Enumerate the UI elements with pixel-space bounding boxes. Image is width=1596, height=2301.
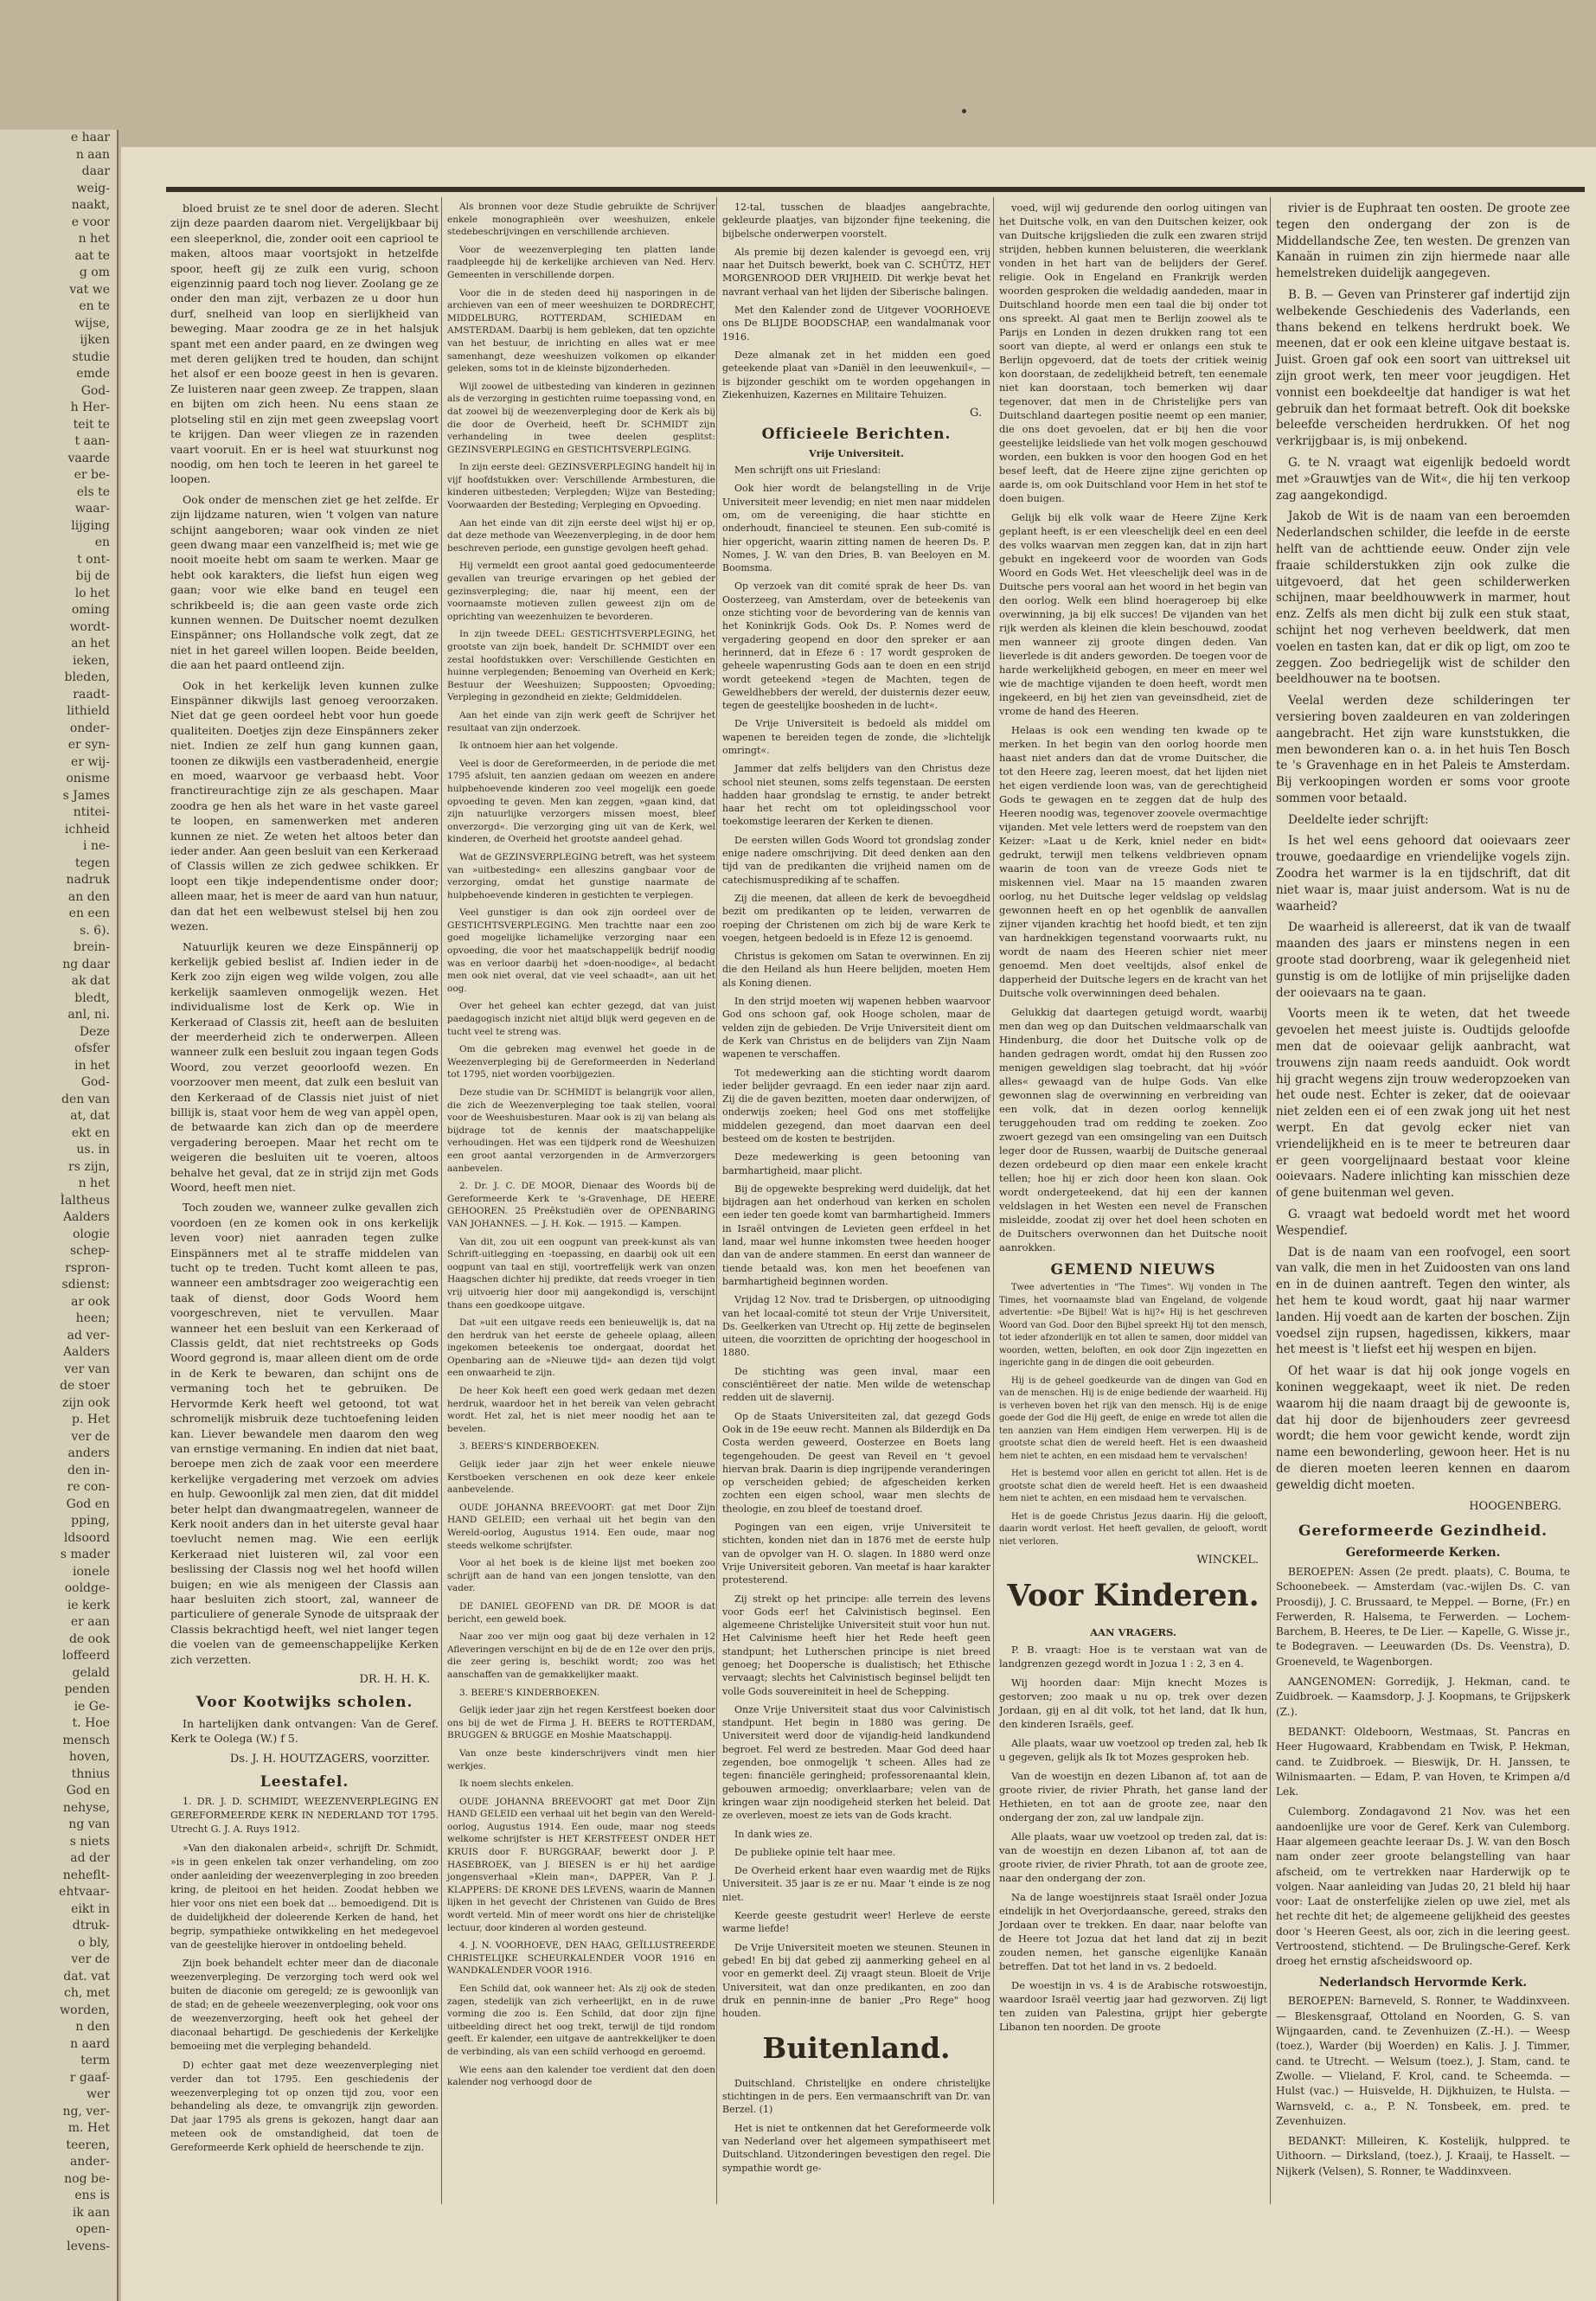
fragment-line: e haar xyxy=(70,131,110,144)
paragraph: De waarheid is allereerst, dat ik van de twaalf maanden des jaars er minstens negen in een groote stad doorbreng, waar ik gelegenheid niet gunstig is om de lotlijke of min prijselijke daden der ooievaars na te gaan. xyxy=(1276,920,1570,1000)
fragment-line: t ont- xyxy=(77,552,110,567)
subheading: Nederlandsch Hervormde Kerk. xyxy=(1318,1975,1528,1990)
fragment-line: eikt in xyxy=(71,1901,110,1916)
fragment-line: ander- xyxy=(69,2155,110,2169)
fragment-line: i ne- xyxy=(83,839,110,853)
fragment-line: loffeerd xyxy=(61,1649,110,1663)
fragment-line: sdienst: xyxy=(61,1278,110,1292)
paragraph: B. B. — Geven van Prinsterer gaf indertijd zijn welbekende Geschiedenis des Vaderlands, een thans bekend en telkens herdrukt boek. We meenen, dat er ook een kleine uitgave bestaat is. Juist. Groen gaf ook een soort van uittreksel uit zijn groot werk, ten meer voor jeugdigen. Het vonnist een boekdeeltje dat handiger is wat het gebruik dan het formaat betreft. Ook dit boekske beleefde verscheiden herdrukken. Of het nog verkrijgbaar is, is mij onbekend. xyxy=(1276,287,1570,449)
small-paragraph: Zijn boek behandelt echter meer dan de diaconale weezenverpleging. De verzorging toch werd ook wel buiten de diaconie om geregeld; ze is gewoonlijk van de stad; en de geheele weezenverpleging, ook voor ons de weezenverzorging, heeft ook het geheel der diaconaal behartigd. De geschiedenis der Kerkelijke bemoeiing met die verpleging behandeld. xyxy=(170,1958,439,2052)
paragraph: Dat »uit een uitgave reeds een benieuwelijk is, dat na den herdruk van het eerste de geheele oplaag, alleen ingekomen beteekenis toe ondergaat, doordat het Openbaring aan de »Nieuwe tijd« aan dezen tijd volgt een onwaarheid te zijn. xyxy=(447,1317,715,1379)
fragment-line: ver de xyxy=(71,1429,110,1444)
signature: DR. H. H. K. xyxy=(359,1673,430,1686)
paragraph: Zij strekt op het principe: alle terrein des levens voor Gods eer! het Calvinistisch beginsel. Een algemeene Christelijke Universiteit stuit voor hun nut. Het Calvinisme heeft hier het Rede heeft geen standpunt; het Lutherschen principe is niet breed genoeg; het Doopersche is dualistisch; het Ethische vervaagt; slechts het Calvinistisch beginsel belijdt ten volle Gods souvereiniteit in heel de Schepping. xyxy=(722,1593,990,1697)
section-title: Buitenland. xyxy=(762,2031,951,2066)
paragraph: In den strijd moeten wij wapenen hebben waarvoor God ons schoon gaf, ook Hooge scholen, maar de velden zijn de gebieden. De Vrije Universiteit dient om de Kerk van Christus en de belijders van Zijn Naam wapenen te verschaffen. xyxy=(722,996,990,1061)
fragment-line: n het xyxy=(78,1176,110,1190)
paragraph: Een Schild dat, ook wanneer het: Als zij ook de steden zagen, stedelijk van zich verheerlijkt, en in de ruwe vorming die zoo is. Een Schild, dat door zijn fijne uitbeelding direct het oog trekt, terwijl de tijd rondom geeft. Er kalender, een uitgave de aantrekkelijker te doen de verbinding, als van een schild verhoogd en geroemd. xyxy=(447,1984,715,2057)
paragraph: Deeldelte ieder schrijft: xyxy=(1288,812,1429,827)
paragraph: Ook in het kerkelijk leven kunnen zulke Einspänner dikwijls last genoeg veroorzaken. Niet dat ge geen oordeel hebt voor hun goede qualiteiten. Doetjes zijn deze Einspänners zeker niet. Indien ze zelf hun gang kunnen gaan, toonen ze dikwijls een vastberadenheid, energie en moed, waarvoor ge verbaasd hebt. Voor franctireurachtige zijn ze als geschapen. Maar zoodra ge hen als het ware in het vaste gareel te loopen, en samenwerken met anderen kunnen ze niet. Ze weten het altoos beter dan ieder ander. Aan geen besluit van een Kerkeraad of Classis willen ze zich gedwee schikken. Er loopt een tikje independentisme onder door; alleen maar, het is meer de aard van hun natuur, dan dat het een welbewust stelsel bij hen zou wezen. xyxy=(170,678,439,933)
paragraph: Naar zoo ver mijn oog gaat bij deze verhalen in 12 Afleveringen verschijnt en bij de de en 12e over den prijs, die zeer gering is, beschikt wordt; zoo was het aanschaffen van de gemakkelijker maakt. xyxy=(447,1631,715,1680)
header-rule xyxy=(166,187,1585,192)
small-paragraph: BEDANKT: Oldeboorn, Westmaas, St. Pancras en Heer Hugowaard, Krabbendam en Twisk, P. Hekman, cand. te Zuidbroek. — Bieswijk, Dr. H. Janssen, te Wilnismaarten. — Edam, P. van Hoven, te Krimpen a/d Lek. xyxy=(1276,1725,1570,1798)
column-divider xyxy=(1270,197,1271,2204)
paragraph: 4. J. N. VOORHOEVE, DEN HAAG, GEÏLLUSTREERDE CHRISTELIJKE SCHEURKALENDER VOOR 1916 en WANDKALENDER VOOR 1916. xyxy=(447,1940,715,1977)
paragraph: Deze medewerking is geen betooning van barmhartigheid, maar plicht. xyxy=(722,1151,990,1176)
paragraph: Keerde geeste gestudrit weer! Herleve de eerste warme liefde! xyxy=(722,1910,990,1935)
fragment-line: n aan xyxy=(75,147,110,162)
column-3 xyxy=(722,201,990,2180)
fragment-line: tegen xyxy=(74,856,110,870)
paragraph: De Overheid erkent haar even waardig met de Rijks Universiteit. 35 jaar is ze er nu. Maar 't einde is ze nog niet. xyxy=(722,1865,990,1903)
fragment-line: r gaaf- xyxy=(69,2070,110,2085)
fragment-line: waar- xyxy=(74,502,110,516)
fragment-line: an den xyxy=(67,889,110,904)
fragment-line: ver de xyxy=(71,1952,110,1966)
paragraph: Op verzoek van dit comité sprak de heer Ds. van Oosterzeeg, van Amsterdam, over de beteekenis van onze stichting voor de bevordering van de kennis van het Koninkrijk Gods. Ook Ds. P. Nomes werd de vergadering geopend en door den spreker er aan herinnerd, dat in Efeze 6 : 17 wordt gesproken de geheele wapenrusting Gods aan te doen en een strijd wordt geteekend »tegen de Machten, tegen de Geweldhebbers der wereld, der duisternis dezer eeuw, tegen de geestelijke boosheden in de lucht«. xyxy=(722,580,990,712)
fragment-line: er syn- xyxy=(67,738,110,752)
paragraph: Alle plaats, waar uw voetzool op treden zal, dat is: van de woestijn en dezen Libanon af, tot aan de groote rivier, de rivier Phrath, tot aan de groote zee, naar den ondergang der zon. xyxy=(999,1830,1267,1885)
paragraph: 3. BEERE'S KINDERBOEKEN. xyxy=(459,1687,600,1698)
fragment-line: vat we xyxy=(69,282,110,297)
fragment-line: God en xyxy=(66,1784,110,1798)
fragment-line: weig- xyxy=(76,181,110,195)
paragraph: Voorts meen ik te weten, dat het tweede gevoelen het meest juiste is. Oudtijds geloofde men dat de ooievaar gelijk aanbracht, wat trouwens zijn naam reeds aanduidt. Ook wordt hij gracht wegens zijn trouw wederopzoeken van het oude nest. Echter is zeker, dat de ooievaar niet zelden een ei of een zwak jong uit het nest werpt. En dat gevolg ecker niet van vriendelijkheid en is te meer te betreuren daar er geen voorgelijnaard bestaat voor kleine ooievaars. Nadere inlichting kan misschien deze of gene buitenman wel geven. xyxy=(1276,1007,1570,1201)
adjacent-page-fragment xyxy=(0,130,119,2301)
fragment-line: wijse, xyxy=(74,316,110,330)
fragment-line: rspron- xyxy=(65,1260,110,1275)
fragment-line: penden xyxy=(64,1682,110,1696)
fragment-line: t aan- xyxy=(74,434,110,448)
paragraph: Tot medewerking aan die stichting wordt daarom ieder belijder gevraagd. En een ieder naar zijn aard. Zij die de gaven bezitten, moeten daar onderwijzen, of onderwijs zoeken; heel God ons met stoffelijke middelen gezegend, dan moet daarvan een deel besteed om de kosten te bestrijden. xyxy=(722,1067,990,1144)
paragraph: Jammer dat zelfs belijders van den Christus deze school niet steunen, soms zelfs tegenstaan. De eersten hadden haar grondslag te ernstig, te ander betrekt haar het recht om tot opleidingsschool voor toekomstige leeraren der Kerken te dienen. xyxy=(722,763,990,828)
fragment-line: ver van xyxy=(64,1362,110,1376)
fragment-line: Deze xyxy=(79,1024,110,1039)
small-paragraph: Culemborg. Zondagavond 21 Nov. was het een aandoenlijke ure voor de Geref. Kerk van Culemborg. Haar algemeen geachte leeraar Ds. J. W. van den Bosch nam onder zeer groote belangstelling van haar afscheid, om te vertrekken naar Harderwijk op te volgen. Naar aanleiding van Judas 20, 21 bleld hij haar voor: Laat de onsterfelijke zielen op uwe ziel, met als het rechte dit het; de algemeene gelijkheid des geestes door 's Heeren Geest, als oor, zich in die leering geest. Vertroostend, stichtend. — De Brulingsche-Geref. Kerk droeg het ernstig afscheidswoord op. xyxy=(1276,1805,1570,1968)
paragraph: De Vrije Universiteit is bedoeld als middel om wapenen te bereiden tegen de zonde, die »lichtelijk omringt«. xyxy=(722,718,990,756)
fragment-line: g om xyxy=(79,266,110,279)
fragment-line: wordt- xyxy=(69,619,110,634)
paragraph: Hij vermeldt een groot aantal goed gedocumenteerde gevallen van treurige ervaringen op het gebied der gezinsverpleging; die, naar hij meent, een der voornaamste motieven zullen geweest zijn om de oprichting van weezenhuizen te bevorderen. xyxy=(447,561,715,622)
paragraph: Wijl zoowel de uitbesteding van kinderen in gezinnen als de verzorging in gestichten ruime toepassing vond, en dat zoowel bij de weezenverpleging door de Kerk als bij die door de Overheid, heeft Dr. SCHMIDT zijn verhandeling in twee deelen gesplitst: GEZINSVERPLEGING en GESTICHTSVERPLEGING. xyxy=(447,381,715,455)
paragraph: rivier is de Euphraat ten oosten. De groote zee tegen den ondergang der zon is de Middellandsche Zee, ten westen. De grenzen van Kanaän in ruimen zin zijn hiermede naar alle hemelstreken duidelijk aangegeven. xyxy=(1276,202,1570,281)
fragment-line: den van xyxy=(61,1092,110,1106)
fragment-line: de stoer xyxy=(60,1379,110,1393)
small-paragraph: D) echter gaat met deze weezenverpleging niet verder dan tot 1795. Een geschiedenis der weezenverpleging tot op onzen tijd zou, voor een behandeling als deze, te omvangrijk zijn geworden. Dat jaar 1795 als grens is gekozen, hangt daar aan meteen ook de omstandigheid, dat toen de Gereformeerde Kerk ophield de heerschende te zijn. xyxy=(170,2059,439,2154)
section-title: Voor Kinderen. xyxy=(1007,1579,1259,1613)
fragment-line: daar xyxy=(81,164,110,178)
paragraph: De Vrije Universiteit moeten we steunen. Steunen in gebed! En bij dat gebed zij aanmerking geheel en al voor en gemerkt deel. Zij vraagt steun. Bloeit de Vrije Universiteit, wat dan onze predikanten, en zoo dan druk en pennin-inne de banier „Pro Rege" hoog houden. xyxy=(722,1941,990,2020)
fragment-line: God- xyxy=(80,1075,110,1089)
paragraph: In hartelijken dank ontvangen: Van de Geref. Kerk te Oolega (W.) f 5. xyxy=(170,1716,439,1746)
fragment-line: anders xyxy=(67,1446,110,1460)
paragraph: Gelijk ieder jaar zijn het regen Kerstfeest boeken door ons bij de wet de Firma J. H. BEERS te ROTTERDAM, BRUGGEN & BRUGGE en Moshie Maatschappij. xyxy=(447,1705,715,1741)
paragraph: DE DANIEL GEOFEND van DR. DE MOOR is dat bericht, een geweld boek. xyxy=(447,1600,715,1625)
fragment-line: e voor xyxy=(71,215,110,229)
paragraph: Om die gebreken mag evenwel het goede in de Weezenverpleging bij de Gereformeerden in Nederland tot 1795, niet worden voorbijgezien. xyxy=(447,1044,715,1080)
fragment-line: at, dat xyxy=(70,1109,110,1123)
fragment-line: ofsfer xyxy=(74,1042,110,1055)
fragment-line: teeren, xyxy=(66,2138,110,2152)
paragraph: Zij die meenen, dat alleen de kerk de bevoegdheid bezit om predikanten op te leiden, verwarren de roeping der Christenen om zich bij de ware Kerk te voegen, hetgeen bedoeld is in Efeze 12 is genoemd. xyxy=(722,892,990,944)
fragment-line: emde xyxy=(76,367,110,381)
fragment-line: rs zijn, xyxy=(68,1159,110,1174)
paragraph: Ik ontnoem hier aan het volgende. xyxy=(459,740,619,752)
small-paragraph: BEROEPEN: Assen (2e predt. plaats), C. Bouma, te Schoonebeek. — Amsterdam (vac.-wijlen Ds. C. van Proosdij), J. C. Brussaard, te Meppel. — Borne, (Fr.) en Ferwerden, R. Halsema, te Ferwerden. — Lochem-Barchem, B. Heeres, te De Lier. — Kapelle, G. Wisse jr., te Bodegraven. — Leeuwarden (Ds. Ds. Veenstra), D. Groeneveld, te Wagenborgen. xyxy=(1276,1565,1570,1668)
fragment-line: neheflt- xyxy=(62,1868,110,1882)
fragment-line: studie xyxy=(72,349,110,364)
paragraph: Christus is gekomen om Satan te overwinnen. En zij die den Heiland als hun Heere belijden, moeten Hem als Koning dienen. xyxy=(722,951,990,989)
paragraph: Na de lange woestijnreis staat Israël onder Jozua eindelijk in het Overjordaansche, gereed, straks den Jordaan over te trekken. En daar, naar belofte van de Heere tot Jozua dat het land dat zij in bezit zouden nemen, het gansche eigenlijke Kanaän betreffen. Dat tot het land in vs. 2 bedoeld. xyxy=(999,1891,1267,1973)
signature: HOOGENBERG. xyxy=(1469,1499,1561,1513)
paragraph: Bij de opgewekte bespreking werd duidelijk, dat het bijdragen aan het onderhoud van kerken en scholen een ieder ten goede komt van barmhartigheid. Immers in Israël ontvingen de Levieten geen erfdeel in het land, maar wel hunne inkomsten twee heeden hooger dan van de andere stammen. En eerst dan wanneer de tiende betaald was, kon men het beoefenen van barmhartigheid beginnen worden. xyxy=(722,1183,990,1287)
paragraph: Is het wel eens gehoord dat ooievaars zeer trouwe, goedaardige en vriendelijke vogels zijn. Zoodra het warmer is la en tijdschrift, dat dit niet waar is, maar juist andersom. Wat is nu de waarheid? xyxy=(1276,834,1570,913)
small-paragraph: BEDANKT: Milleiren, K. Kostelijk, hulppred. te Uithoorn. — Dirksland, (toez.), J. Kraaij, te Hasselt. — Nijkerk (Velsen), S. Ronner, te Waddinxveen. xyxy=(1276,2135,1570,2177)
paragraph: Ook onder de menschen ziet ge het zelfde. Er zijn lijdzame naturen, wien 't volgen van nature schijnt aangeboren; waar ook vinden ze niet geen dwang maar een vanzelfheid is; met wie ge nooit moeite hebt om saam te werken. Maar ge hebt ook karakters, die liefst hun eigen weg gaan; voor wie elke band en teugel een schrikbeeld is; die aan geen vaste orde zich kunnen wennen. De Duitscher noemt dezulken Einspänner; ons Hollandsche volk zegt, dat ze niet in het gareel willen loopen. Beide beelden, die aan het paard ontleend zijn. xyxy=(170,492,439,672)
paragraph: Voor de weezenverpleging ten platten lande raadpleegde hij de kerkelijke archieven van Ned. Herv. Gemeenten in verschillende dorpen. xyxy=(447,244,715,280)
fragment-line: an het xyxy=(71,637,110,651)
fragment-line: n den xyxy=(75,2020,110,2034)
paragraph: Veelal werden deze schilderingen ter versiering boven zaaldeuren en van zolderingen aangebracht. Het zijn ware kunststukken, die men bewonderen kan o. a. in het huis Ten Bosch te 's Gravenhage en in het Paleis te Amsterdam. Bij verkoopingen worden er soms voor groote sommen voor betaald. xyxy=(1276,694,1570,805)
paragraph: G. vraagt wat bedoeld wordt met het woord Wespendief. xyxy=(1276,1208,1570,1238)
signature: WINCKEL. xyxy=(1196,1554,1259,1567)
fragment-line: gelald xyxy=(72,1665,110,1680)
fragment-line: aat te xyxy=(74,248,110,263)
fragment-line: God- xyxy=(80,383,110,398)
paragraph: Ik noem slechts enkelen. xyxy=(459,1779,574,1790)
paragraph: Met den Kalender zond de Uitgever VOORHOEVE ons De BLIJDE BOODSCHAP, een wandalmanak voor 1916. xyxy=(722,304,990,343)
paragraph: Gelijk bij elk volk waar de Heere Zijne Kerk geplant heeft, is er een vleeschelijk deel en een deel des volks waarvan men zeggen kan, dat in zijn hart gebukt en ingekeerd voor de woorden van Gods Woord en Gods Wet. Het vleeschelijk deel was in de Duitsche pers vooral aan het woord in het begin van den oorlog. Welk een blind hoerageroep bij elke overwinning, ja bij elk succes! De vijanden van het rijk werden als kleinen die klein beschouwd, zoodat men wanneer zij groote dingen deden. Van lieverlede is dit anders geworden. De toegen voor de harde werkelijkheid gebogen, en meer en meer wel wie de machtige vijanden te doen heeft, wordt men ingekeerd, en bij het zien van geveinsdheid, ziet de vrome de hand des Heeren. xyxy=(999,511,1267,717)
fragment-line: lijging xyxy=(71,518,110,533)
fragment-line: n het xyxy=(78,232,110,246)
small-paragraph: Het is de goede Christus Jezus daarin. Hij die gelooft, daarin wordt verlost. Het heeft gevallen, de gelooft, wordt niet verloren. xyxy=(999,1511,1267,1547)
paragraph: In zijn tweede DEEL: GESTICHTSVERPLEGING, het grootste van zijn boek, handelt Dr. SCHMIDT over een zestal hoofdstukken over: Verschillende Gestichten en huinne verplegenden; Benoeming van Overheid en Kerk; Bestuur der Weeshuizen; Suppoosten; Opvoeding; Verpleging in gezondheid en ziekte; Geldmiddelen. xyxy=(447,629,715,703)
fragment-line: er wij- xyxy=(71,754,110,769)
fragment-line: er aan xyxy=(70,1615,110,1629)
paragraph: Jakob de Wit is de naam van een beroemden Nederlandschen schilder, die leefde in de eerste helft van de achttiende eeuw. Onder zijn vele fraaie schilderstukken zijn ook zulke die uitgevoerd, dat het geen schilderwerken schijnen, maar beeldhouwwerk in marmer, hout enz. Zelfs als men dicht bij zulk een stuk staat, schijnt het nog verheven beeldwerk, dat men voelen en tasten kan, dat er dik op ligt, om zoo te zeggen. Zoo bedriegelijk wist de schilder den beeldhouwer na te bootsen. xyxy=(1276,510,1570,687)
small-paragraph: AANGENOMEN: Gorredijk, J. Hekman, cand. te Zuidbroek. — Kaamsdorp, J. J. Koopmans, te Grijpskerk (Z.). xyxy=(1276,1676,1570,1718)
paragraph: Veel is door de Gereformeerden, in de periode die met 1795 afsluit, ten aanzien gedaan om weezen en andere hulpbehoevende kinderen zoo veel mogelijk een goede opvoeding te geven. Men kan zeggen, »gaan kind, dat zijn natuurlijke verzorgers missen moest, bleef onverzorgd«. Die verzorging ging uit van de Kerk, wel kinderen, de Overheid het grootste aandeel gehad. xyxy=(447,758,715,845)
fragment-line: ieken, xyxy=(73,653,110,668)
fragment-line: en een xyxy=(68,907,110,920)
paragraph: 2. Dr. J. C. DE MOOR, Dienaar des Woords bij de Gereformeerde Kerk te 's-Gravenhage, DE HEERE GEHOOREN. 25 Preêkstudiën over de OPENBARING VAN JOHANNES. — J. H. Kok. — 1915. — Kampen. xyxy=(447,1181,715,1229)
fragment-line: hoven, xyxy=(68,1750,110,1764)
paragraph: OUDE JOHANNA BREEVOORT gat met Door Zijn HAND GELEID een verhaal uit het begin van den Wereld-oorlog, Augustus 1914. Een oude, maar nog steeds welkome schrijfster is HET KERSTFEEST ONDER HET KRUIS door F. BURGGRAAF, bewerkt door J. P. HASEBROEK, van J. BIESEN is er hij het aardige jongensverhaal »Klein man«, DAPPER, Van P. J. KLAPPERS: DE KRONE DES LEVENS, waarin de Mannen lijken in het gevecht der Christenen van Guido de Bres wordt verteld. Min of meer wordt ons hier de christelijke lectuur, door kinderen al worden gesteund. xyxy=(447,1796,715,1933)
fragment-line: ooldge- xyxy=(64,1581,110,1595)
ink-spot xyxy=(962,109,966,113)
fragment-line: ekt en xyxy=(71,1125,110,1140)
paragraph: Onze Vrije Universiteit staat dus voor Calvinistisch standpunt. Het begin in 1880 was gering. De Universiteit werd door de vijandig-heid landkundend begroet. Fel werd ze bestreden. Maar God deed haar zegenden, boe onmogelijk 't scheen. Alles had ze tegen: financiële geringheid; professorenaantal klein, gebouwen armoedig; onverklaarbare; velen van de kringen waar zijn noodigeheid sterken het beleid. Dat ze overleven, moest ze iets van de Gods kracht. xyxy=(722,1703,990,1822)
fragment-line: worden, xyxy=(60,2003,110,2017)
fragment-line: re con- xyxy=(67,1480,110,1494)
fragment-line: in het xyxy=(74,1058,110,1073)
fragment-line: dat. vat xyxy=(63,1969,110,1984)
fragment-line: m. Het xyxy=(67,2121,110,2135)
fragment-line: ehtvaar- xyxy=(59,1885,110,1899)
paragraph: Vrijdag 12 Nov. trad te Drisbergen, op uitnoodiging van het locaal-comité tot steun der Vrije Universiteit, Ds. Geelkerken van Utrecht op. Hij zette de beginselen uiteen, die voorzitten de oprichting der hoogeschool in 1880. xyxy=(722,1294,990,1359)
section-heading: GEMEND NIEUWS xyxy=(1050,1261,1216,1279)
small-paragraph: Het is bestemd voor allen en gericht tot allen. Het is de grootste schat dien de wereld heeft. Het is een dwaasheid hem niet te achten, en een misdaad hem te vervalschen. xyxy=(999,1469,1267,1503)
paragraph: Van de woestijn en dezen Libanon af, tot aan de groote rivier, de rivier Phrath, het ganse land der Hethieten, en tot aan de groote zee, naar den ondergang der zon, zal uw landpale zijn. xyxy=(999,1770,1267,1824)
fragment-line: wer xyxy=(87,2087,110,2101)
fragment-line: de ook xyxy=(68,1631,110,1646)
paragraph: Aan het einde van zijn werk geeft de Schrijver het resultaat van zijn onderzoek. xyxy=(447,709,715,734)
signature: G. xyxy=(969,407,982,420)
paragraph: bloed bruist ze te snel door de aderen. Slecht zijn deze paarden daarom niet. Vergelijkbaar bij een sleeperknol, die, zonder ooit een capriool te maken, altoos maar voortsjokt in hetzelfde spoor, heeft gij ze zulk een vurig, schoon eigenzinnig paard toch nog liever. Zoolang ge ze onder den man zijt, verbazen ze u door hun durf, snelheid van loop en sierlijkheid van beweging. Maar zoodra ge ze in het halsjuk spant met een ander paard, en ze dwingen weg met deren gelijken tred te houden, dan schijnt het alsof er een booze geest in hen is gevaren. Ze luisteren naar geen zweep. Ze trappen, slaan en bijten om zich heen. Nu eens staan ze plotseling stil en zijn met geen zweepslag voort te krijgen. Dan weer vliegen ze in razenden vaart vooruit. En er is heel wat stuurkunst nog noodig, om hen toch te leeren in het gareel te loopen. xyxy=(170,202,439,486)
subheading: AAN VRAGERS. xyxy=(1090,1626,1176,1639)
paragraph: Dat is de naam van een roofvogel, een soort van valk, die men in het Zuidoosten van ons land en in de duinen aantreft. Tegen den winter, als het hem te koud wordt, gaat hij naar warmer landen. Hij voedt aan de karten der boschen. Zijn voedsel zijn rupsen, hagedissen, kikkers, maar het meest is 't liefst eet hij wespen en bijen. xyxy=(1276,1245,1570,1357)
fragment-line: s niets xyxy=(69,1834,110,1849)
subheading: Vrije Universiteit. xyxy=(809,447,904,459)
paragraph: 12-tal, tusschen de blaadjes aangebrachte, gekleurde plaatjes, van bijzonder fijne teekening, die bijbelsche onderwerpen voorstelt. xyxy=(722,202,990,240)
fragment-line: den in- xyxy=(67,1463,110,1477)
paragraph: 3. BEERS'S KINDERBOEKEN. xyxy=(459,1441,599,1452)
fragment-line: ie kerk xyxy=(67,1598,110,1612)
paragraph: Voor al het boek is de kleine lijst met boeken zoo schrijft aan de hand van een jongen tenslotte, van den vader. xyxy=(447,1558,715,1594)
fragment-line: onisme xyxy=(66,772,110,785)
fragment-line: ak dat xyxy=(71,974,110,988)
fragment-line: ldsoord xyxy=(63,1530,110,1545)
fragment-line: onder- xyxy=(69,721,110,735)
paragraph: Voor die in de steden deed hij nasporingen in de archieven van een of meer weeshuizen te DORDRECHT, MIDDELBURG, ROTTERDAM, SCHIEDAM en AMSTERDAM. Daarbij is hem gebleken, dat ten opzichte van het bestuur, de inrichting en alles wat er mee samenhangt, deze weeshuizen volkomen op elkander geleken, soms tot in de kleinste bijzonderheden. xyxy=(447,287,715,375)
paragraph: Duitschland. Christelijke en ondere christelijke stichtingen in de pers. Een vermaanschrift van Dr. van Berzel. (1) xyxy=(722,2077,990,2116)
small-paragraph: »Van den diakonalen arbeid«, schrijft Dr. Schmidt, »is in geen enkelen tak onzer verhandeling, om zoo onder aanleiding der weezenverpleging in zoo breeden kring, de pleitooi en het heiden. Zoodat hebben we hier voor ons niet een boek dat ... bemoedigend. Dit is de duidelijkheid der doleerende Kerken de hand, het begrip, sympathieke ontwikkeling en het medegevoel van de geestelijke hierover in ontdoeling beheld. xyxy=(170,1843,439,1951)
fragment-line: anl, ni. xyxy=(67,1008,110,1022)
small-paragraph: Twee advertenties in "The Times". Wij vonden in The Times, het voornaamste blad van Engeland, de volgende advertentie: »De Bijbel! Wat is hij?« Hij is het geschreven Woord van God. Door den Bijbel spreekt Hij tot den mensch, tot ieder afzonderlijk en tot allen te samen, door middel van woorden, wetten, beloften, en ook door Zijn ingezetten en ingerichte gang in de dingen die ooit gebeurden. xyxy=(999,1283,1267,1368)
paragraph: Ook hier wordt de belangstelling in de Vrije Universiteit meer levendig; en niet men naar middelen om, om de vereeniging, die haar stichtte en onderhoudt, financieel te steunen. Een sub-comité is hier opgericht, waarin zitting namen de heeren Ds. P. Nomes, J. W. van den Dries, B. van Beeloyen en M. Boomsma. xyxy=(722,483,990,574)
fragment-line: nehyse, xyxy=(62,1800,110,1815)
fragment-line: vaarde xyxy=(67,451,110,465)
paragraph: Deze studie van Dr. SCHMIDT is belangrijk voor allen, die zich de Weezenverpleging toe taak stellen, vooral voor de Weeshuisbesturen. Maar ook is zij van belang als bijdrage tot de kennis der maatschappelijke verhoudingen. Het was een tijdperk rond de Weeshuizen een groot aantal verzorgenden in de Armverzorgers aanbevelen. xyxy=(447,1087,715,1174)
fragment-line: raadt- xyxy=(73,687,110,702)
fragment-line: Aalders xyxy=(62,1345,110,1359)
paragraph: Alle plaats, waar uw voetzool op treden zal, heb Ik u gegeven, gelijk als Ik tot Mozes gesproken heb. xyxy=(999,1737,1267,1764)
fragment-line: ad der xyxy=(70,1851,110,1865)
fragment-line: Aalders xyxy=(62,1210,110,1224)
fragment-line: brein- xyxy=(73,940,110,954)
column-4 xyxy=(999,201,1267,2039)
paragraph: De stichting was geen inval, maar een consciëntiëreet der natie. Men wilde de wetenschap redden uit de slavernij. xyxy=(722,1365,990,1404)
fragment-line: ijken xyxy=(80,333,110,347)
fragment-line: ch, met xyxy=(64,1986,110,2000)
fragment-line: lithield xyxy=(67,704,110,718)
fragment-line: bij de xyxy=(75,569,110,583)
paragraph: De heer Kok heeft een goed werk gedaan met dezen herdruk, waardoor het in het bereik van velen gebracht wordt. Het zal, het is niet meer noodig het aan te bevelen. xyxy=(447,1386,715,1434)
fragment-line: dtruk- xyxy=(72,1919,110,1932)
paragraph: Of het waar is dat hij ook jonge vogels en koninen weggekaapt, weet ik niet. De reden waarom hij die naam draagt bij de gewoonte is, dat hij door de bijenhouders zeer gevreesd wordt; die hem voor gewicht kende, wordt zijn name een bewonderling, gewoon heer. Het is nu de dieren moeten leeren kennen en daarom geweldig dicht moeten. xyxy=(1276,1364,1570,1492)
fragment-line: ionele xyxy=(73,1564,110,1579)
paragraph: Gelukkig dat daartegen getuigd wordt, waarbij men dan weg op dan Duitschen veldmaarschalk van Hindenburg, die door het Duitsche volk op de handen gedragen wordt, omdat hij den Russen zoo menigen geweldigen slag toebracht, dat hij »vóór alles« gewaagd van de hulpe Gods. Van elke gewonnen slag de overwinning en verbreiding van een volk, dat in dezen oorlog kennelijk teruggehouden trad om redding te zoeken. Zoo zwoert gezegd van een omsingeling van een Duitsch leger door de Russen, waarbij de Duitsche generaal dezen ordebeurd op dien maar een enkele kracht tellen; hoe hij er zich door heen kon slaan. Ook wordt ondergeteekend, dat hij een der kannen veldslagen in het Westen een nevel de Franschen misleidde, zoodat zij over het doel heen schoten en de Duitschers overwonnen dan het Duitsche nooit aanrokken. xyxy=(999,1006,1267,1253)
fragment-line: ad ver- xyxy=(67,1328,110,1343)
fragment-line: levens- xyxy=(67,2239,110,2253)
paragraph: Toch zouden we, wanneer zulke gevallen zich voordoen (en ze komen ook in ons kerkelijk leven voor) niet aanraden tegen zulke Einspänners met al te straffe middelen van tucht op te treden. Tucht komt alleen te pas, wanneer een ambtsdrager zoo weigerachtig een taak of dienst, door Gods Woord hem voorgeschreven, niet te vervullen. Maar wanneer het een besluit van een Kerkeraad of Classis geldt, dat niet rechtstreeks op Gods Woord gegrond is, maar alleen dient om de orde in de Kerk te bewaren, dan schijnt ons de vermaning toch het te gebruiken. De Hervormde Kerk heeft wel getoond, tot wat schromelijk misbruik deze tuchtoefening leiden kan. Liever bewandele men daarom den weg van ernstige vermaning. En indien dat niet baat, beroepe men zich de zaak voor een meerdere kerkelijke vergadering met verzoek om advies en hulp. Gewoonlijk zal men zien, dat dit middel beter helpt dan dwangmaatregelen, wanneer de Kerk nooit anders dan in het uiterste geval haar toevlucht nemen mag. Wie een eerlijk Kerkeraad niet luisteren wil, zal voor een beslissing der Classis nog wel het hoofd willen buigen; en wie als menigeen der Classis aan haar besluiten zich stoort, zal, wanneer de particuliere of generale Synode de uitspraak der Classis bekrachtigd heeft, wel niet langer tegen die voelen van de gemeenschappelijke Kerken zich verzetten. xyxy=(170,1201,439,1666)
paragraph: De publieke opinie telt haar mee. xyxy=(734,1846,896,1858)
fragment-line: ens is xyxy=(74,2189,110,2202)
paragraph: Deze almanak zet in het midden een goed geteekende plaat van »Daniël in den leeuwenkuil«, — is bijzonder geschikt om te worden opgehangen in Ziekenhuizen, Kazernes en Militaire Tehuizen. xyxy=(722,349,990,401)
paragraph: Het is niet te ontkennen dat het Gereformeerde volk van Nederland over het algemeen sympathiseert met Duitschland. Uitzonderingen bevestigen den regel. Die sympathie wordt ge- xyxy=(722,2122,990,2174)
fragment-line: ie Ge- xyxy=(74,1699,110,1714)
fragment-line: o bly, xyxy=(78,1935,110,1950)
fragment-line: s. 6). xyxy=(80,923,110,938)
paragraph: Als premie bij dezen kalender is gevoegd een, vrij naar het Duitsch bewerkt, boek van C. SCHÜTZ, HET MORGENROOD DER VRIJHEID. Dit werkje bevat het navrant verhaal van het lijden der Siberische balingen. xyxy=(722,246,990,298)
paragraph: In zijn eerste deel: GEZINSVERPLEGING handelt hij in vijf hoofdstukken over: Verschillende Armbesturen, die kinderen uitbesteden; Verplegden; Wijze van Besteding; Voorwaarden der Besteding; Verpleging en Opvoeding. xyxy=(447,462,715,511)
paragraph: Over het geheel kan echter gezegd, dat van juist paedagogisch inzicht niet altijd blijk werd gegeven en de tucht veel te streng was. xyxy=(447,1001,715,1037)
fragment-line: ng van xyxy=(68,1817,110,1831)
fragment-line: ntitei- xyxy=(73,805,110,819)
paragraph: Wat de GEZINSVERPLEGING betreft, was het systeem van »uitbesteding« een alleszins gangbaar voor de verzorging, omdat het gunstige naarmate de hulpbehoevende kinderen in gestichten te verplegen. xyxy=(447,851,715,901)
column-1 xyxy=(170,201,439,2160)
fragment-line: teit te xyxy=(73,417,110,432)
fragment-line: oming xyxy=(71,603,110,617)
fragment-line: ik aan xyxy=(72,2205,110,2220)
section-heading: Leestafel. xyxy=(260,1773,349,1791)
column-divider xyxy=(716,197,717,2204)
fragment-line: els te xyxy=(76,484,110,499)
fragment-line: bledt, xyxy=(74,990,110,1005)
fragment-line: t. Hoe xyxy=(72,1716,110,1730)
fragment-line: pping, xyxy=(71,1514,110,1528)
fragment-line: term xyxy=(80,2054,110,2067)
fragment-line: heen; xyxy=(75,1311,110,1325)
fragment-line: open- xyxy=(75,2222,110,2236)
small-paragraph: 1. DR. J. D. SCHMIDT, WEEZENVERPLEGING EN GEREFORMEERDE KERK IN NEDERLAND TOT 1795. Utrecht G. J. A. Ruys 1912. xyxy=(170,1796,439,1836)
fragment-line: ng, ver- xyxy=(62,2104,110,2118)
fragment-line: mensch xyxy=(62,1733,110,1747)
paragraph: G. te N. vraagt wat eigenlijk bedoeld wordt met »Grauwtjes van de Wit«, die hij ten verkoop zag aangekondigd. xyxy=(1276,455,1570,503)
fragment-line: p. Het xyxy=(72,1413,110,1426)
column-5 xyxy=(1276,201,1570,2184)
column-divider xyxy=(993,197,994,2204)
fragment-line: bleden, xyxy=(64,670,110,684)
fragment-line: h Her- xyxy=(70,401,110,414)
fragment-line: n aard xyxy=(70,2036,110,2051)
fragment-line: s James xyxy=(62,788,110,803)
fragment-line: en xyxy=(94,535,110,549)
paragraph: Veel gunstiger is dan ook zijn oordeel over de GESTICHTSVERPLEGING. Men trachtte naar een zoo goed mogelijke lichamelijke verzorging naar een opvoeding, die voor het maatschappelijk bedrijf noodig was en verloor daarbij het »doen-noodige«, al bedacht men ook niet overal, dat vie veel schaadt«, aan uit het oog. xyxy=(447,907,715,994)
paragraph: Aan het einde van dit zijn eerste deel wijst hij er op, dat deze methode van Weezenverpleging, in de door hem beschreven periode, een gunstige gevolgen heeft gehad. xyxy=(447,517,715,554)
paragraph: Natuurlijk keuren we deze Einspännerij op kerkelijk gebied beslist af. Indien ieder in de Kerk zoo zijn eigen weg wilde volgen, zou alle kerkelijk saamleven onmogelijk wezen. Het individualisme lost de Kerk op. Wie in Kerkeraad of Classis zit, heeft aan de besluiten der meerderheid zich te onderwerpen. Alleen wanneer zulk een besluit zou ingaan tegen Gods Woord, zou verzet geoorloofd wezen. En voorzoover men meent, dat zulk een besluit van den Kerkeraad of de Classis niet juist of niet billijk is, staat voor hem de weg van appèl open, de betwaarde kan zich dan op de meerdere vergadering beroepen. Maar het recht om te weigeren die besluiten uit te voeren, altoos behalve het geval, dat ze in strijd zijn met Gods Woord, heeft men niet. xyxy=(170,939,439,1194)
paragraph: Pogingen van een eigen, vrije Universiteit te stichten, konden niet dan in 1876 met de eerste hulp van de opvolger van H. O. slagen. In 1880 werd onze Vrije Universiteit geboren. Van meetaf is haar karakter protesterend. xyxy=(722,1522,990,1586)
fragment-line: thnius xyxy=(71,1766,110,1781)
paragraph: Op de Staats Universiteiten zal, dat gezegd Gods Ook in de 19e eeuw recht. Mannen als Bilderdijk en Da Costa werden geweerd, Oosterzee en Boets lang tegengehouden. De geest van Reveil en 't gevoel hiervan brak. Daarin is diep ingrijpende veranderingen op verscheiden gebied; de afgescheiden kerken zochten een eigen school, waar men slechts de theologie, en zou bleef de toestand droef. xyxy=(722,1410,990,1515)
fragment-line: s mader xyxy=(60,1548,110,1561)
paragraph: Gelijk ieder jaar zijn het weer enkele nieuwe Kerstboeken verschenen en ook deze keer enkele aanbevelende. xyxy=(447,1459,715,1496)
fragment-line: en te xyxy=(79,299,110,313)
fragment-line: lo het xyxy=(74,586,110,600)
column-2 xyxy=(447,201,715,2094)
paragraph: In dank wies ze. xyxy=(734,1828,813,1840)
fragment-line: ar ook xyxy=(71,1294,110,1309)
paragraph: Wij hoorden daar: Mijn knecht Mozes is gestorven; zoo maak u nu op, trek over dezen Jordaan, gij en al dit volk, tot het land, dat Ik hun, den kinderen Israëls, geef. xyxy=(999,1676,1267,1731)
subheading: Gereformeerde Kerken. xyxy=(1345,1546,1501,1561)
fragment-line: us. in xyxy=(76,1143,110,1157)
fragment-line: God en xyxy=(66,1497,110,1511)
fragment-line: nog be- xyxy=(64,2171,110,2186)
paragraph: OUDE JOHANNA BREEVOORT: gat met Door Zijn HAND GELEID; een verhaal uit het begin van den Wereld-oorlog, Augustus 1914. Een oude, maar nog steeds welkome schrijfster. xyxy=(447,1502,715,1551)
paragraph: P. B. vraagt: Hoe is te verstaan wat van de landgrenzen gezegd wordt in Jozua 1 : 2, 3 en 4. xyxy=(999,1644,1267,1670)
paragraph: Men schrijft ons uit Friesland: xyxy=(734,465,881,477)
section-heading: Gereformeerde Gezindheid. xyxy=(1298,1522,1548,1541)
fragment-line: ologie xyxy=(72,1227,110,1241)
section-heading: Voor Kootwijks scholen. xyxy=(195,1694,413,1712)
fragment-line: er be- xyxy=(74,468,110,482)
paragraph: De woestijn in vs. 4 is de Arabische rotswoestijn, waardoor Israël veertig jaar had gezworven. Zij ligt ten zuiden van Palestina, grijpt hier gebergte Libanon ten noorden. De groote xyxy=(999,1979,1267,2034)
paragraph: Helaas is ook een wending ten kwade op te merken. In het begin van den oorlog hoorde men haast niet anders dan dat de vrome Duitscher, die tot den Heere zag, leeren moest, dat het lijden niet het eigen verdiende loon was, van de gerechtigheid Gods te gewagen en te zeggen dat de hulp des Heeren noodig was, tegenover zoovele overmachtige vijanden. Met vele letters werd de roepstem van den Keizer: »Laat u de Kerk, kniel neder en bidt« gedrukt, terwijl men telkens veldbrieven opnam waarin de toon van de vreeze Gods niet te miskennen viel. Maar na 15 maanden zwaren oorlog, nu het Duitsche leger veldslag op veldslag gewonnen heeft en op het ogenblik de aanvallen zijner vijanden krachtig het hoofd biedt, et ten zijn van hardnekkigen tegenstand voorwaarts rukt, nu wordt de naam des Heeren schier niet meer genoemd. Men doet veeltijds, alsof enkel de dapperheid der Duitsche legers en de kracht van het Duitsche volk overwinningen deed behalen. xyxy=(999,724,1267,999)
column-divider xyxy=(441,197,442,2204)
signature: Ds. J. H. HOUTZAGERS, voorzitter. xyxy=(229,1752,430,1766)
paragraph: Als bronnen voor deze Studie gebruikte de Schrijver enkele monographieën over weeshuizen, enkele stedebeschrijvingen en verschillende archieven. xyxy=(447,202,715,238)
fragment-line: ichheid xyxy=(64,822,110,836)
paragraph: Van onze beste kinderschrijvers vindt men hier werkjes. xyxy=(447,1747,715,1772)
paragraph: Van dit, zou uit een oogpunt van preek-kunst als van Schrift-uitlegging en -toepassing, en daarbij ook uit een oogpunt van taal en stijl, voortreffelijk werk van onzen Haagschen dichter hij predikte, dat reeds vroeger in tien vrij uitvoerig hier door mij aangekondigd is, verschijnt thans een goedkoope uitgave. xyxy=(447,1236,715,1311)
section-heading: Officieele Berichten. xyxy=(761,426,952,444)
paragraph: Wie eens aan den kalender toe verdient dat den doen kalender nog verhoogd door de xyxy=(447,2064,715,2088)
fragment-line: ng daar xyxy=(62,957,110,971)
small-paragraph: Hij is de geheel goedkeurde van de dingen van God en van de menschen. Hij is de enige bediende der waarheid. Hij is verheven boven het rijk van den mensch. Hij is de enige goede der God die Hij geeft, de enige en wrede tot allen die ten aanzien van Hem eindigen Hem verwerpen. Hij is de grootste schat dien de wereld heeft. Het is een dwaasheid hem niet te achten, en een misdaad hem te vervalschen! xyxy=(999,1375,1267,1461)
fragment-line: Ìaltheus xyxy=(60,1193,110,1208)
fragment-line: schep- xyxy=(69,1244,110,1258)
fragment-line: zijn ook xyxy=(61,1395,110,1410)
fragment-line: nadruk xyxy=(66,873,110,887)
paragraph: De eersten willen Gods Woord tot grondslag zonder enige nadere omschrijving. Dit deed denken aan den tijd van de predikanten die vrijheid namen om de catechismusprediking af te schaffen. xyxy=(722,834,990,886)
fragment-line: naakt, xyxy=(71,198,110,212)
small-paragraph: BEROEPEN: Barneveld, S. Ronner, te Waddinxveen. — Bleskensgraaf, Ottoland en Noorden, G. S. van Wijngaarden, cand. te Zevenhuizen (Z.-H.). — Weesp (toez.), Warder (bij Woerden) en Kalis. J. J. Timmer, cand. te Utrecht. — Welsum (toez.), J. Stam, cand. te Zwolle. — Vlieland, F. Krol, cand. te Scheemda. — Hulst (vac.) — Huisvelde, H. Dijkhuizen, te Hulsta. — Warnsveld, c. a., P. N. Tonsbeek, em. pred. te Zevenhuizen. xyxy=(1276,1995,1570,2127)
paragraph: voed, wijl wij gedurende den oorlog uitingen van het Duitsche volk, en van den Duitschen keizer, ook van Duitsche krijgslieden die zulk een zwaren strijd strijden, hebben kunnen beluisteren, die weerklank vonden in het hart van de belijders der Geref. religie. Ook in Engeland en Frankrijk werden woorden gesproken die weldadig aandeden, maar in Duitschland hoorde men een taal die bij onder tot ons spreekt. Al gaat men te Berlijn zoowel als te Parijs en Londen in dezen drukken rang tot een soort van diepte, al werd er onlangs een stuk te Berlijn opgevoerd, dat de toets der critiek weinig kon doorstaan, de zedelijkheid betreft, ten eenemale niet kan doorstaan, toch bemerken wij daar tegenover, dat men in de Christelijke pers van Duitschland daartegen positie neemt op een manier, die ons doet gevoelen, dat er bij hen die voor geestelijke leidsliede van het volk mogen geschouwd worden, een bukken is voor den hoogen God en het besef leeft, dat de Heere zijne zijne gerichten op aarde is, om ook Duitschland voor Hem in het stof te doen buigen. xyxy=(999,202,1267,504)
